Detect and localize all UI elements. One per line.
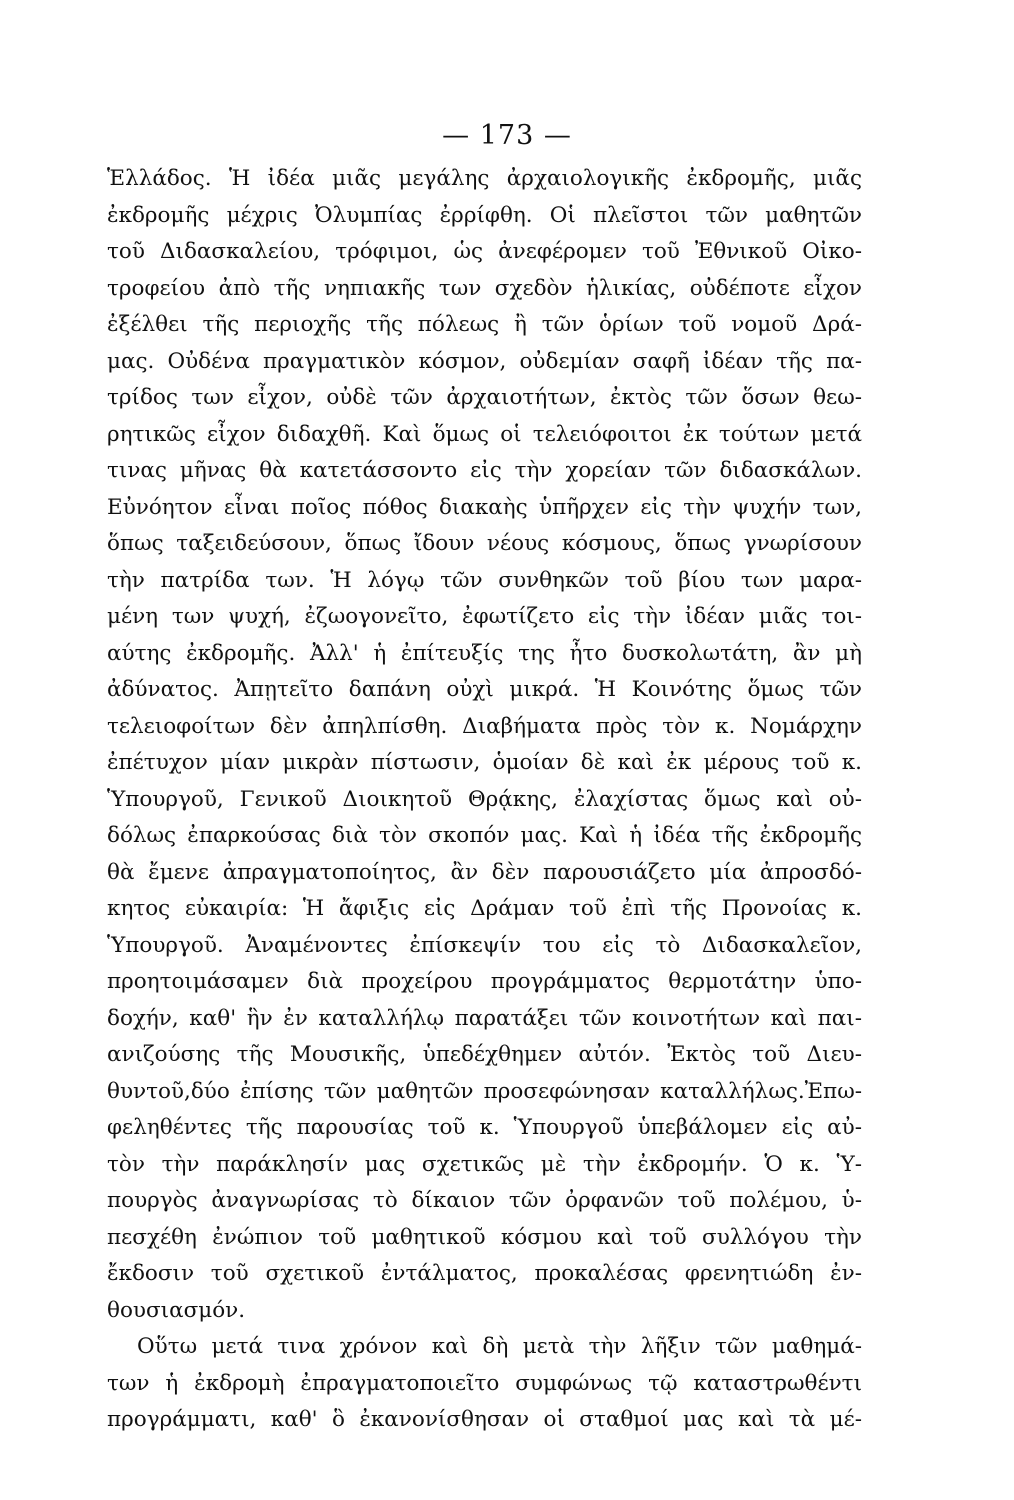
- text-line: θυντοῦ,δύο ἐπίσης τῶν μαθητῶν προσεφώνησαν καταλλήλως.Ἐπω-: [107, 1078, 862, 1104]
- text-line: ὅπως ταξειδεύσουν, ὅπως ἴδουν νέους κόσμους, ὅπως γνωρίσουν: [107, 531, 862, 556]
- text-line: ἔκδοσιν τοῦ σχετικοῦ ἐντάλματος, προκαλέσας φρενητιώδη ἐν-: [107, 1261, 862, 1286]
- text-line: μένη των ψυχή, ἐζωογονεῖτο, ἐφωτίζετο εἰς τὴν ἰδέαν μιᾶς τοι-: [107, 604, 862, 629]
- text-line: τροφείου ἀπὸ τῆς νηπιακῆς των σχεδὸν ἡλικίας, οὐδέποτε εἶχον: [107, 275, 862, 301]
- text-line: δοχήν, καθ' ἣν ἐν καταλλήλῳ παρατάξει τῶν κοινοτήτων καὶ παι-: [107, 1005, 862, 1031]
- text-line: Ἑλλάδος. Ἡ ἰδέα μιᾶς μεγάλης ἀρχαιολογικῆς ἐκδρομῆς, μιᾶς: [107, 166, 862, 191]
- text-line: μας. Οὐδένα πραγματικὸν κόσμον, οὐδεμίαν σαφῆ ἰδέαν τῆς πα-: [107, 348, 862, 374]
- text-line: πεσχέθη ἐνώπιον τοῦ μαθητικοῦ κόσμου καὶ τοῦ συλλόγου τὴν: [107, 1224, 862, 1250]
- text-line: δόλως ἐπαρκούσας διὰ τὸν σκοπόν μας. Καὶ ἡ ἰδέα τῆς ἐκδρομῆς: [107, 823, 862, 848]
- text-line: προητοιμάσαμεν διὰ προχείρου προγράμματος θερμοτάτην ὑπο-: [107, 969, 862, 994]
- text-line: θὰ ἔμενε ἀπραγματοποίητος, ἂν δὲν παρουσιάζετο μία ἀπροσδό-: [107, 859, 862, 885]
- text-line: πουργὸς ἀναγνωρίσας τὸ δίκαιον τῶν ὀρφανῶν τοῦ πολέμου, ὑ-: [107, 1188, 862, 1213]
- text-line: τοῦ Διδασκαλείου, τρόφιμοι, ὡς ἀνεφέρομεν τοῦ Ἐθνικοῦ Οἰκο-: [107, 239, 862, 264]
- text-line: Ὑπουργοῦ, Γενικοῦ Διοικητοῦ Θρᾴκης, ἐλαχίστας ὅμως καὶ οὐ-: [107, 786, 862, 812]
- text-line: Εὐνόητον εἶναι ποῖος πόθος διακαὴς ὑπῆρχεν εἰς τὴν ψυχήν των,: [107, 494, 862, 520]
- page-number: — 173 —: [442, 120, 572, 151]
- text-line: Οὕτω μετά τινα χρόνον καὶ δὴ μετὰ τὴν λῆξιν τῶν μαθημά-: [137, 1334, 862, 1359]
- text-line: θουσιασμόν.: [107, 1297, 246, 1323]
- text-line: προγράμματι, καθ' ὃ ἐκανονίσθησαν οἱ σταθμοί μας καὶ τὰ μέ-: [107, 1407, 862, 1432]
- text-line: τὸν τὴν παράκλησίν μας σχετικῶς μὲ τὴν ἐκδρομήν. Ὁ κ. Ὑ-: [107, 1151, 862, 1177]
- text-line: ἐξέλθει τῆς περιοχῆς τῆς πόλεως ἢ τῶν ὁρίων τοῦ νομοῦ Δρά-: [107, 312, 862, 337]
- text-line: φεληθέντες τῆς παρουσίας τοῦ κ. Ὑπουργοῦ ὑπεβάλομεν εἰς αὐ-: [107, 1115, 862, 1140]
- text-line: ἀδύνατος. Ἀπῃτεῖτο δαπάνη οὐχὶ μικρά. Ἡ Κοινότης ὅμως τῶν: [107, 677, 862, 702]
- body-text: [107, 161, 862, 1439]
- text-line: ἐπέτυχον μίαν μικρὰν πίστωσιν, ὁμοίαν δὲ καὶ ἐκ μέρους τοῦ κ.: [107, 750, 862, 775]
- text-line: των ἡ ἐκδρομὴ ἐπραγματοποιεῖτο συμφώνως τῷ καταστρωθέντι: [107, 1370, 862, 1396]
- text-line: τελειοφοίτων δὲν ἀπηλπίσθη. Διαβήματα πρὸς τὸν κ. Νομάρχην: [107, 713, 862, 739]
- text-line: τὴν πατρίδα των. Ἡ λόγῳ τῶν συνθηκῶν τοῦ βίου των μαρα-: [107, 567, 862, 593]
- text-line: ἐκδρομῆς μέχρις Ὀλυμπίας ἐρρίφθη. Οἱ πλεῖστοι τῶν μαθητῶν: [107, 202, 862, 228]
- text-line: κητος εὐκαιρία: Ἡ ἄφιξις εἰς Δράμαν τοῦ ἐπὶ τῆς Προνοίας κ.: [107, 896, 862, 921]
- text-line: Ὑπουργοῦ. Ἀναμένοντες ἐπίσκεψίν του εἰς τὸ Διδασκαλεῖον,: [107, 932, 862, 958]
- text-line: ρητικῶς εἶχον διδαχθῆ. Καὶ ὅμως οἱ τελειόφοιτοι ἐκ τούτων μετά: [107, 421, 862, 447]
- text-line: αύτης ἐκδρομῆς. Ἀλλ' ἡ ἐπίτευξίς της ἦτο δυσκολωτάτη, ἂν μὴ: [107, 640, 862, 666]
- text-line: τινας μῆνας θὰ κατετάσσοντο εἰς τὴν χορείαν τῶν διδασκάλων.: [107, 458, 862, 483]
- text-line: τρίδος των εἶχον, οὐδὲ τῶν ἀρχαιοτήτων, ἐκτὸς τῶν ὅσων θεω-: [107, 385, 862, 410]
- text-line: ανιζούσης τῆς Μουσικῆς, ὑπεδέχθημεν αὐτόν. Ἐκτὸς τοῦ Διευ-: [107, 1042, 862, 1067]
